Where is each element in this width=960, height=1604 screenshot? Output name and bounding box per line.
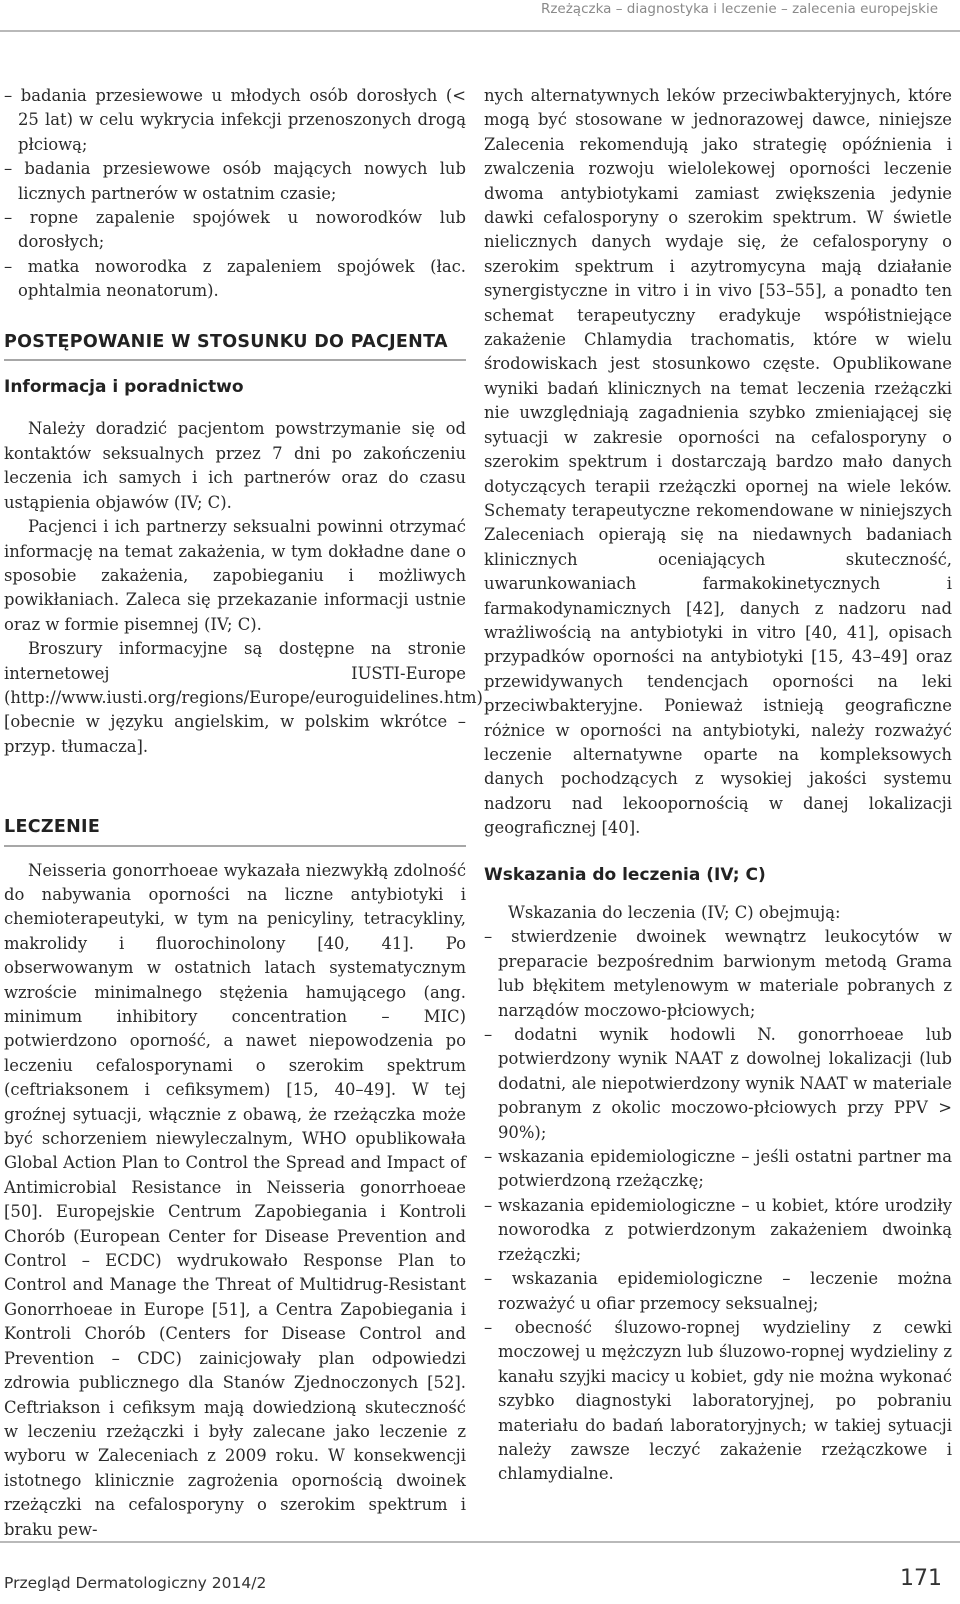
list-item: – wskazania epidemiologiczne – leczenie można rozważyć u ofiar przemocy seksualnej; [484, 1269, 952, 1313]
screening-list [4, 84, 466, 304]
list-item: – matka noworodka z zapaleniem spojówek (łac. ophtalmia neonatorum). [4, 256, 466, 301]
paragraph: nych alternatywnych leków przeciwbakteryjnych, które mogą być stosowane w jednorazowej dawce, niniejsze Zalecenia rekomendują jako strategię opóźnienia i zwalczenia rozwoju wielolekowej oporności leczenie dwoma antybiotykami zamiast zwiększenia jedynie dawki cefalosporyny o szerokim spektrum. W świetle nielicznych danych wydaje się, że cefalosporyny o szerokim spektrum i azytromycyna mają działanie synergistyczne in vitro i in vivo [53–55], a ponadto ten schemat terapeutyczny eradykuje współistniejące zakażenie Chlamydia trachomatis, które w wielu środowiskach jest stosunkowo częste. Opublikowane wyniki badań klinicznych na temat leczenia rzeżączki nie uwzględniają zagadnienia szybko zmieniającej się sytuacji w zakresie oporności na cefalosporyny o szerokim spektrum i dostarczają bardzo mało danych dotyczących terapii rzeżączki opornej na wiele leków. Schematy terapeutyczne rekomendowane w niniejszych Zaleceniach opierają się na niedawnych badaniach klinicznych oceniających skuteczność, uwarunkowaniach farmakokinetycznych i farmakodynamicznych [42], danych z nadzoru nad wrażliwością na antybiotyki in vitro [40, 41], opisach przypadków oporności na antybiotyki [15, 43–49] oraz przewidywanych tendencjach oporności na leki przeciwbakteryjne. Ponieważ istnieją geograficzne różnice w oporności na antybiotyki, należy rozważyć leczenie alternatywne oparte na kompleksowych danych pochodzących z wysokiej jakości systemu nadzoru nad lekoopornością w danej lokalizacji geograficznej [40]. [484, 86, 952, 838]
list-item: – dodatni wynik hodowli N. gonorrhoeae lub potwierdzony wynik NAAT z dowolnej lokalizacji (lub dodatni, ale niepotwierdzony wynik NAAT w materiale pobranym z okolic moczowo-płciowych przy PPV > 90%); [484, 1025, 952, 1142]
paragraph: Wskazania do leczenia (IV; C) obejmują: [508, 903, 841, 922]
running-head: Rzeżączka – diagnostyka i leczenie – zalecenia europejskie [540, 1, 938, 17]
list-item: – ropne zapalenie spojówek u noworodków lub dorosłych; [4, 208, 466, 252]
subsection-title-indications: Wskazania do leczenia (IV; C) [484, 864, 766, 885]
page-number: 171 [900, 1566, 942, 1591]
header-rule [0, 30, 960, 32]
list-item: – badania przesiewowe osób mających nowych lub licznych partnerów w ostatnim czasie; [4, 159, 466, 203]
section-title-patient: POSTĘPOWANIE W STOSUNKU DO PACJENTA [4, 330, 466, 361]
paragraph: Należy doradzić pacjentom powstrzymanie się od kontaktów seksualnych przez 7 dni po zakończeniu leczenia ich samych i ich partnerów oraz do czasu ustąpienia objawów (IV; C). [4, 419, 466, 512]
right-column [484, 84, 952, 1487]
list-item: – wskazania epidemiologiczne – u kobiet, które urodziły noworodka z potwierdzonym zakażeniem dwoinką rzeżączki; [484, 1195, 952, 1264]
footer-rule [0, 1541, 960, 1543]
journal-name: Przegląd Dermatologiczny 2014/2 [4, 1574, 267, 1592]
list-item: – badania przesiewowe u młodych osób dorosłych (< 25 lat) w celu wykrycia infekcji przenoszonych drogą płciową; [4, 86, 466, 154]
list-item: – wskazania epidemiologiczne – jeśli ostatni partner ma potwierdzoną rzeżączkę; [484, 1147, 952, 1191]
list-item: – obecność śluzowo-ropnej wydzieliny z cewki moczowej u mężczyzn lub śluzowo-ropnej wydzieliny z kanału szyjki macicy u kobiet, gdy nie można wykonać szybko diagnostyki laboratoryjnej, po pobraniu materiału do badań laboratoryjnych; w takiej sytuacji należy zawsze leczyć zakażenie rzeżączkowe i chlamydialne. [484, 1317, 952, 1484]
left-column [4, 84, 483, 1542]
indications-list [484, 925, 952, 1486]
paragraph: Neisseria gonorrhoeae wykazała niezwykłą zdolność do nabywania oporności na liczne antybiotyki i chemioterapeutyki, w tym na penicyliny, tetracykliny, makrolidy i fluorochinolony [40, 41]. Po obserwowanym w ostatnich latach systematycznym wzroście minimalnego stężenia hamującego (ang. minimum inhibitory concentration – MIC) potwierdzono oporność, a nawet niepowodzenia po leczeniu cefalosporynami o szerokim spektrum (ceftriaksonem i cefiksymem) [15, 40–49]. W tej groźnej sytuacji, włącznie z obawą, że rzeżączka może być schorzeniem niewyleczalnym, WHO opublikowała Global Action Plan to Control the Spread and Impact of Antimicrobial Resistance in Neisseria gonorrhoeae [50]. Europejskie Centrum Zapobiegania i Kontroli Chorób (European Center for Disease Prevention and Control – ECDC) wydrukowało Response Plan to Control and Manage the Threat of Multidrug-Resistant Gonorrhoeae in Europe [51], a Centra Zapobiegania i Kontroli Chorób (Centers for Disease Control and Prevention – CDC) zainicjowały plan odpowiedzi zdrowia publicznego dla Stanów Zjednoczonych [52]. Ceftriakson i cefiksym mają dowiedzioną skuteczność w leczeniu rzeżączki i były zalecane jako leczenie z wyboru w Zaleceniach z 2009 roku. W konsekwencji istotnego klinicznie zagrożenia opornością dwoinek rzeżączki na cefalosporyny o szerokim spektrum i braku pew- [4, 860, 466, 1539]
paragraph: Broszury informacyjne są dostępne na stronie internetowej IUSTI-Europe (http://www.iusti.org/regions/Europe/euroguidelines.htm) [obecnie w języku angielskim, w polskim wkrótce – przyp. tłumacza]. [4, 639, 483, 756]
list-item: – stwierdzenie dwoinek wewnątrz leukocytów w preparacie bezpośrednim barwionym metodą Grama lub błękitem metylenowym w materiale pobranych z narządów moczowo-płciowych; [484, 927, 952, 1020]
paragraph: Pacjenci i ich partnerzy seksualni powinni otrzymać informację na temat zakażenia, w tym dokładne dane o sposobie zakażenia, zapobieganiu i możliwych powikłaniach. Zaleca się przekazanie informacji ustnie oraz w formie pisemnej (IV; C). [4, 517, 466, 634]
section-title-treatment: LECZENIE [4, 815, 466, 846]
subsection-title-information: Informacja i poradnictwo [4, 377, 244, 398]
